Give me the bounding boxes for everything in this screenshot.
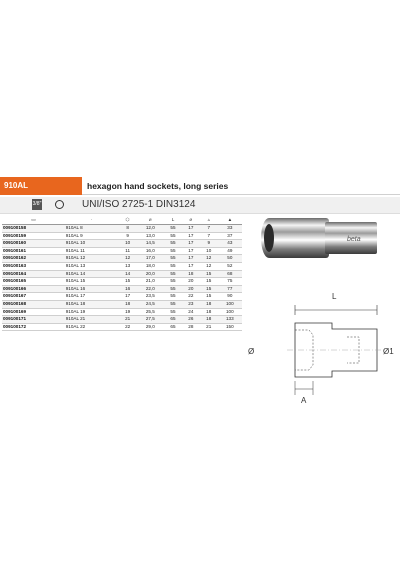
col-header	[2, 214, 65, 225]
table-cell: 20	[182, 278, 200, 286]
code-icon: ·	[90, 216, 93, 222]
table-cell: 910AL 8	[65, 225, 119, 233]
table-cell: 12	[200, 255, 218, 263]
table-cell: 009100164	[2, 270, 65, 278]
table-row	[2, 278, 242, 286]
depth-icon: ▵	[207, 216, 210, 222]
table-cell: 18	[200, 300, 218, 308]
table-row	[2, 285, 242, 293]
table-cell: 910AL 15	[65, 278, 119, 286]
dim-diameter: Ø	[248, 347, 255, 356]
product-code: 910AL	[0, 177, 82, 195]
table-cell: 15	[200, 285, 218, 293]
table-cell: 19	[119, 308, 137, 316]
table-cell: 009100158	[2, 225, 65, 233]
dim-L: L	[332, 292, 337, 301]
table-cell: 55	[164, 255, 182, 263]
circle-icon	[55, 200, 64, 209]
table-cell: 009100165	[2, 278, 65, 286]
table-cell: 68	[218, 270, 242, 278]
table-cell: 910AL 12	[65, 255, 119, 263]
table-cell: 13	[119, 262, 137, 270]
col-header: L	[164, 214, 182, 225]
table-header-row	[2, 214, 242, 225]
table-cell: 22	[182, 293, 200, 301]
col-header	[182, 214, 200, 225]
table-cell: 55	[164, 262, 182, 270]
table-cell: 9	[119, 232, 137, 240]
table-cell: 65	[164, 323, 182, 331]
table-cell: 37	[218, 232, 242, 240]
table-row	[2, 262, 242, 270]
col-header	[218, 214, 242, 225]
table-cell: 14	[119, 270, 137, 278]
table-cell: 910AL 14	[65, 270, 119, 278]
col-header	[65, 214, 119, 225]
table-row	[2, 300, 242, 308]
table-cell: 009100171	[2, 316, 65, 324]
technical-drawing	[247, 285, 397, 410]
table-cell: 133	[218, 316, 242, 324]
table-cell: 11	[119, 247, 137, 255]
table-cell: 009100169	[2, 308, 65, 316]
table-cell: 910AL 18	[65, 300, 119, 308]
table-cell: 18	[182, 270, 200, 278]
table-cell: 49	[218, 247, 242, 255]
table-cell: 12,0	[137, 225, 164, 233]
col-header	[119, 214, 137, 225]
col-header	[137, 214, 164, 225]
table-row	[2, 270, 242, 278]
table-cell: 009100172	[2, 323, 65, 331]
table-cell: 17,0	[137, 255, 164, 263]
table-cell: 52	[218, 262, 242, 270]
table-cell: 16	[119, 285, 137, 293]
table-cell: 18	[200, 308, 218, 316]
table-cell: 17	[182, 232, 200, 240]
table-cell: 10	[200, 247, 218, 255]
weight-icon: ▲	[227, 216, 233, 222]
dim-A: A	[301, 396, 307, 405]
hex-icon: ⬡	[125, 216, 130, 222]
table-cell: 55	[164, 240, 182, 248]
socket-photo	[247, 208, 397, 268]
table-cell: 55	[164, 278, 182, 286]
diameter1-icon: ⌀	[189, 216, 193, 222]
table-cell: 14,5	[137, 240, 164, 248]
table-cell: 55	[164, 225, 182, 233]
table-cell: 21	[200, 323, 218, 331]
table-cell: 009100167	[2, 293, 65, 301]
table-cell: 77	[218, 285, 242, 293]
table-cell: 009100159	[2, 232, 65, 240]
table-cell: 16,0	[137, 247, 164, 255]
product-header	[0, 177, 400, 195]
box-icon: ▭	[31, 216, 36, 222]
table-cell: 55	[164, 300, 182, 308]
table-cell: 15	[200, 278, 218, 286]
table-cell: 009100161	[2, 247, 65, 255]
drive-size-badge: 3/8"	[32, 199, 42, 210]
table-cell: 43	[218, 240, 242, 248]
table-cell: 17	[182, 225, 200, 233]
table-cell: 55	[164, 247, 182, 255]
table-cell: 21,0	[137, 278, 164, 286]
spec-table	[2, 214, 242, 331]
table-cell: 18,0	[137, 262, 164, 270]
brand-mark: beta	[347, 236, 361, 243]
table-cell: 910AL 13	[65, 262, 119, 270]
table-cell: 65	[164, 316, 182, 324]
table-cell: 910AL 9	[65, 232, 119, 240]
table-cell: 100	[218, 300, 242, 308]
table-cell: 75	[218, 278, 242, 286]
col-header	[200, 214, 218, 225]
table-cell: 27,5	[137, 316, 164, 324]
table-cell: 28	[182, 323, 200, 331]
table-cell: 17	[182, 247, 200, 255]
table-cell: 18	[200, 316, 218, 324]
table-cell: 910AL 16	[65, 285, 119, 293]
table-cell: 7	[200, 232, 218, 240]
table-cell: 910AL 10	[65, 240, 119, 248]
table-cell: 910AL 22	[65, 323, 119, 331]
table-cell: 009100168	[2, 300, 65, 308]
table-cell: 150	[218, 323, 242, 331]
table-cell: 22	[119, 323, 137, 331]
table-cell: 009100166	[2, 285, 65, 293]
table-row	[2, 225, 242, 233]
table-cell: 13,0	[137, 232, 164, 240]
table-cell: 20	[182, 285, 200, 293]
table-cell: 910AL 17	[65, 293, 119, 301]
table-cell: 15	[200, 270, 218, 278]
table-cell: 10	[119, 240, 137, 248]
table-cell: 910AL 19	[65, 308, 119, 316]
table-row	[2, 293, 242, 301]
table-cell: 33	[218, 225, 242, 233]
table-cell: 55	[164, 270, 182, 278]
table-cell: 7	[200, 225, 218, 233]
table-cell: 15	[119, 278, 137, 286]
diameter-icon: ⌀	[148, 216, 152, 222]
table-cell: 23,5	[137, 293, 164, 301]
table-cell: 17	[182, 262, 200, 270]
table-cell: 24,5	[137, 300, 164, 308]
product-title: hexagon hand sockets, long series	[82, 177, 400, 195]
table-row	[2, 316, 242, 324]
table-cell: 15	[200, 293, 218, 301]
table-cell: 22,0	[137, 285, 164, 293]
table-cell: 18	[119, 300, 137, 308]
table-cell: 17	[182, 240, 200, 248]
standard-text: UNI/ISO 2725-1 DIN3124	[82, 199, 196, 210]
table-row	[2, 255, 242, 263]
table-cell: 55	[164, 285, 182, 293]
table-cell: 12	[119, 255, 137, 263]
table-cell: 90	[218, 293, 242, 301]
table-cell: 55	[164, 293, 182, 301]
table-row	[2, 232, 242, 240]
table-cell: 12	[200, 262, 218, 270]
table-row	[2, 240, 242, 248]
table-cell: 9	[200, 240, 218, 248]
table-cell: 26	[182, 316, 200, 324]
table-cell: 20,0	[137, 270, 164, 278]
table-cell: 25,5	[137, 308, 164, 316]
table-cell: 910AL 21	[65, 316, 119, 324]
socket-opening	[264, 224, 274, 252]
table-row	[2, 323, 242, 331]
table-cell: 910AL 11	[65, 247, 119, 255]
table-cell: 17	[119, 293, 137, 301]
dim-diameter1: Ø1	[383, 347, 394, 356]
table-cell: 23	[182, 300, 200, 308]
table-cell: 29,0	[137, 323, 164, 331]
table-cell: 50	[218, 255, 242, 263]
table-row	[2, 247, 242, 255]
table-cell: 17	[182, 255, 200, 263]
table-cell: 8	[119, 225, 137, 233]
table-cell: 009100160	[2, 240, 65, 248]
table-cell: 55	[164, 232, 182, 240]
table-cell: 24	[182, 308, 200, 316]
table-cell: 21	[119, 316, 137, 324]
table-cell: 55	[164, 308, 182, 316]
table-cell: 009100163	[2, 262, 65, 270]
table-row	[2, 308, 242, 316]
table-cell: 100	[218, 308, 242, 316]
table-cell: 009100162	[2, 255, 65, 263]
